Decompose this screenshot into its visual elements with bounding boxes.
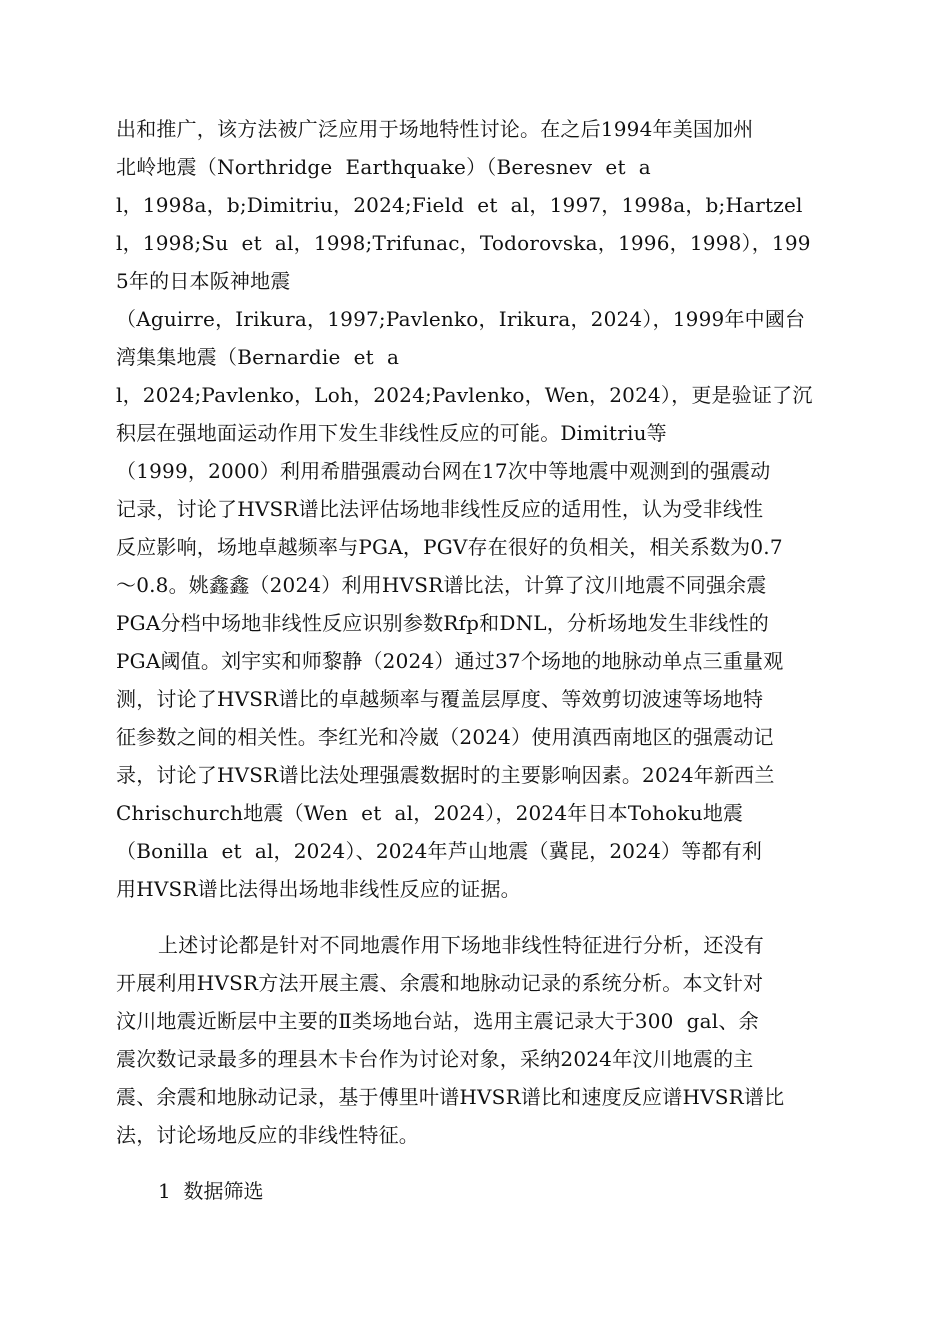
paragraph-1-line-3: l，1998a，b;Dimitriu，2024;Field et al，1997，1998a，b;Hartzel (116, 193, 803, 217)
paragraph-1-line-21: 用HVSR谱比法得出场地非线性反应的证据。 (116, 877, 521, 901)
paragraph-2-line-6: 法，讨论场地反应的非线性特征。 (116, 1123, 419, 1147)
paragraph-2-line-3: 汶川地震近断层中主要的Ⅱ类场地台站，选用主震记录大于300 gal、余 (116, 1009, 759, 1033)
paragraph-1-line-7: 湾集集地震（Bernardie et a (116, 345, 400, 369)
paragraph-1-line-15: PGA阈值。刘宇实和师黎静（2024）通过37个场地的地脉动单点三重量观 (116, 649, 784, 673)
paragraph-1-line-8: l，2024;Pavlenko，Loh，2024;Pavlenko，Wen，2024），更是验证了沉 (116, 383, 813, 407)
paragraph-2-line-2: 开展利用HVSR方法开展主震、余震和地脉动记录的系统分析。本文针对 (116, 971, 764, 995)
paragraph-1-line-16: 测，讨论了HVSR谱比的卓越频率与覆盖层厚度、等效剪切波速等场地特 (116, 687, 764, 711)
paragraph-1-line-10: （1999，2000）利用希腊强震动台网在17次中等地震中观测到的强震动 (116, 459, 771, 483)
paragraph-1-line-18: 录，讨论了HVSR谱比法处理强震数据时的主要影响因素。2024年新西兰 (116, 763, 775, 787)
paragraph-1-line-2: 北岭地震（Northridge Earthquake）（Beresnev et a (116, 155, 651, 179)
paragraph-1-line-13: ～0.8。姚鑫鑫（2024）利用HVSR谱比法，计算了汶川地震不同强余震 (116, 573, 767, 597)
paragraph-1-line-12: 反应影响，场地卓越频率与PGA，PGV存在很好的负相关，相关系数为0.7 (116, 535, 783, 559)
paragraph-1-line-9: 积层在强地面运动作用下发生非线性反应的可能。Dimitriu等 (116, 421, 667, 445)
paragraph-1-line-20: （Bonilla et al，2024）、2024年芦山地震（冀昆，2024）等都有利 (116, 839, 763, 863)
paragraph-1-line-1: 出和推广，该方法被广泛应用于场地特性讨论。在之后1994年美国加州 (116, 117, 754, 141)
paragraph-1-line-14: PGA分档中场地非线性反应识别参数Rfp和DNL，分析场地发生非线性的 (116, 611, 769, 635)
paragraph-1-line-6: （Aguirre，Irikura，1997;Pavlenko，Irikura，2024），1999年中國台 (116, 307, 806, 331)
paragraph-1-line-4: l，1998;Su et al，1998;Trifunac，Todorovska，1996，1998），199 (116, 231, 811, 255)
paragraph-1-line-17: 征参数之间的相关性。李红光和冷崴（2024）使用滇西南地区的强震动记 (116, 725, 774, 749)
paragraph-2-line-5: 震、余震和地脉动记录，基于傅里叶谱HVSR谱比和速度反应谱HVSR谱比 (116, 1085, 785, 1109)
paragraph-1-line-11: 记录，讨论了HVSR谱比法评估场地非线性反应的适用性，认为受非线性 (116, 497, 764, 521)
paragraph-1-line-19: Chrischurch地震（Wen et al，2024），2024年日本Tohoku地震 (116, 801, 744, 825)
paragraph-2-line-1: 上述讨论都是针对不同地震作用下场地非线性特征进行分析，还没有 (158, 933, 764, 957)
paragraph-2-line-4: 震次数记录最多的理县木卡台作为讨论对象，采纳2024年汶川地震的主 (116, 1047, 754, 1071)
section-heading-data-screening: 1 数据筛选 (158, 1179, 264, 1203)
paragraph-1-line-5: 5年的日本阪神地震 (116, 269, 291, 293)
